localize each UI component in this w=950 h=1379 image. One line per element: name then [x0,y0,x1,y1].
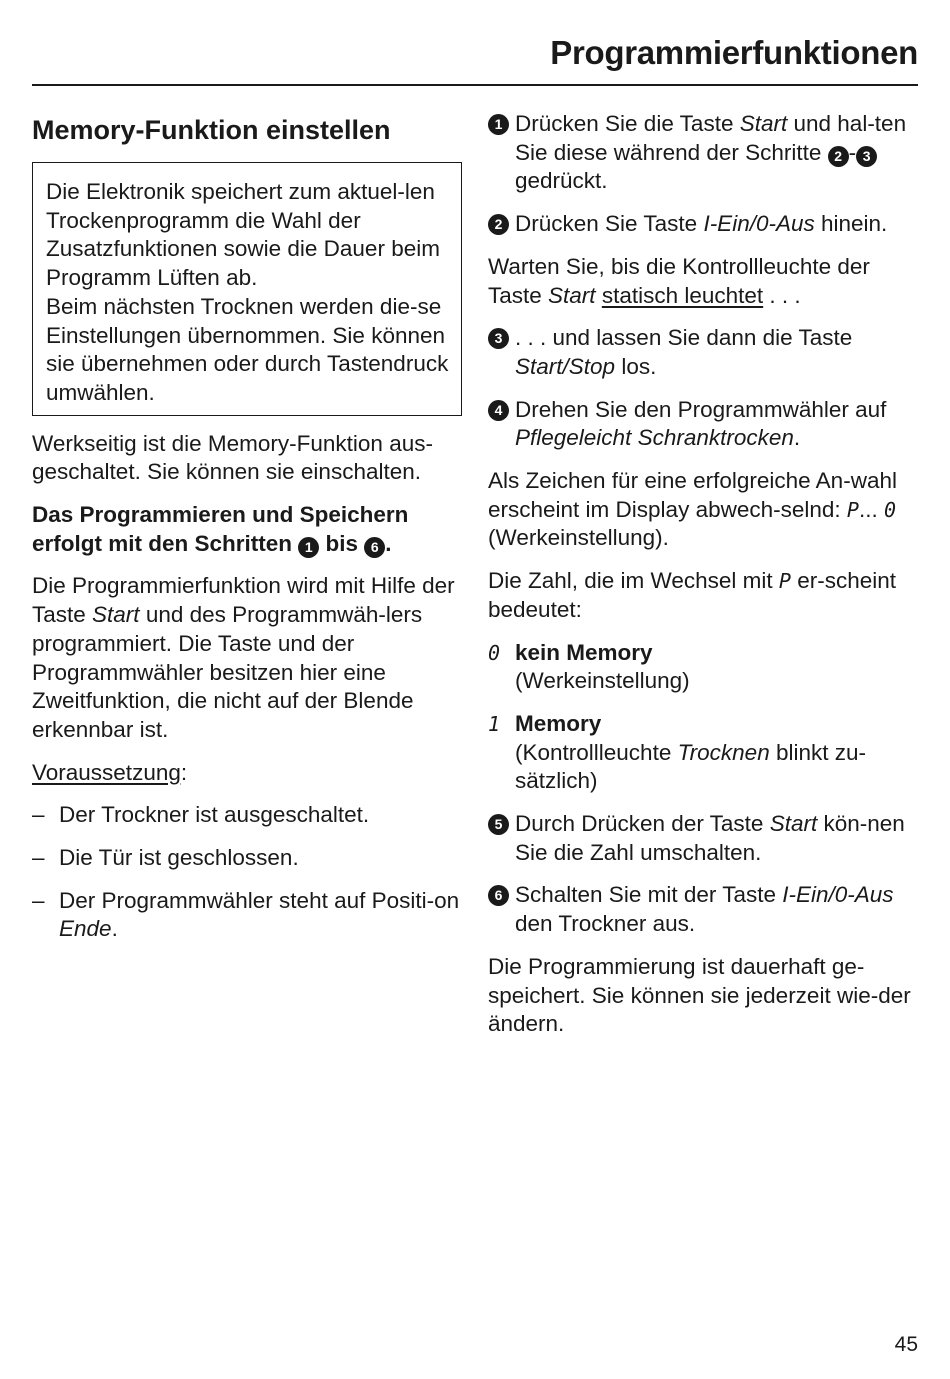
key-name: Start [548,282,596,308]
step-text: . . . und lassen Sie dann die Taste [515,325,853,351]
header-rule [32,84,918,86]
dash-bullet: – [32,887,45,913]
paragraph-text: er-scheint bedeutet: [488,568,897,622]
definition-title: Memory [515,710,602,736]
display-code: 1 [488,711,501,736]
emphasis-text: statisch leuchtet [601,282,764,308]
dash-bullet: – [32,802,45,828]
step-number-icon: 1 [298,537,319,558]
prerequisite-colon: : [180,759,188,785]
info-text-1: Die Elektronik speichert zum aktuel-len Trockenprogramm die Wahl der Zusatzfunktionen sowie die Dauer beim Programm Lüften ab. [46,179,440,291]
programming-paragraph [32,572,462,744]
key-name: Start/Stop [515,353,616,379]
step-text: Drehen Sie den Programmwähler auf [515,396,887,422]
definition-note [515,739,920,796]
number-meaning-paragraph [488,567,920,624]
key-name: Start [769,811,818,837]
prerequisite-item [32,801,462,830]
intro-paragraph: Werkseitig ist die Memory-Funktion aus-geschaltet. Sie können sie einschalten. [32,430,433,485]
prerequisite-label: Voraussetzung [32,759,181,785]
step-text: Drücken Sie die Taste [515,111,740,136]
paragraph-text: ... [858,496,884,522]
step-text: hinein. [814,211,888,237]
display-code: P [846,497,859,522]
display-sign-paragraph [488,467,920,553]
key-name: I-Ein/0-Aus [703,211,815,237]
prerequisite-text: . [111,916,118,942]
position-name: Ende [59,916,112,942]
prerequisite-text: Der Programmwähler steht auf Positi-on [59,887,460,913]
dash-bullet: – [32,845,45,871]
key-name: I-Ein/0-Aus [782,882,894,908]
paragraph-text: Die Zahl, die im Wechsel mit [488,568,779,594]
step-number-icon: 4 [488,400,509,421]
definition-1 [488,710,920,796]
step-3 [488,324,920,381]
indicator-name: Trocknen [677,739,770,765]
page-header-title: Programmierfunktionen [550,34,918,71]
step-text: los. [615,353,657,379]
step-text: . [793,425,801,451]
section-title: Memory-Funktion einstellen [32,115,391,145]
paragraph-text: Warten Sie, bis die Kontrollleuchte der Taste [488,253,870,308]
step-text: Durch Drücken der Taste [515,811,770,837]
prerequisite-text: Die Tür ist geschlossen. [59,845,299,871]
step-number-icon: 3 [856,146,877,167]
step-text: und hal-ten Sie diese während der Schritte [515,111,907,165]
definition-note: (Werkeinstellung) [515,668,690,694]
step-number-icon: 5 [488,814,509,835]
prerequisite-heading [32,759,462,788]
step-6 [488,881,920,938]
step-2 [488,210,920,239]
prerequisite-item [32,844,462,873]
step-number-icon: 2 [488,214,509,235]
display-code: P [778,569,791,594]
step-text: gedrückt. [515,168,608,194]
key-name: Start [92,602,140,628]
step-text: - [848,139,857,165]
prerequisite-item [32,887,462,944]
info-text-2: Beim nächsten Trocknen werden die-se Einstellungen übernommen. Sie können sie übernehmen oder durch Tastendruck umwählen. [46,293,449,405]
paragraph-text: Als Zeichen für eine erfolgreiche An-wahl erscheint im Display abwech-selnd: [488,468,897,522]
step-number-icon: 6 [364,537,385,558]
note-text: (Kontrollleuchte [515,739,678,765]
step-number-icon: 2 [828,146,849,167]
display-code: 0 [883,497,897,522]
step-4 [488,396,920,453]
key-name: Start [739,111,788,136]
left-column [32,110,462,958]
step-number-icon: 3 [488,328,509,349]
program-name: Pflegeleicht Schranktrocken [515,425,794,451]
step-text: den Trockner aus. [515,911,696,937]
paragraph-text: (Werkeinstellung). [488,525,669,551]
right-column [488,110,920,1053]
display-code: 0 [488,640,501,665]
paragraph-text: Die Programmierfunktion wird mit Hilfe der Taste [32,573,455,628]
definition-0 [488,639,920,696]
step-text: Schalten Sie mit der Taste [515,882,783,908]
page-number: 45 [894,1333,918,1356]
step-text: Drücken Sie Taste [515,211,704,237]
info-box [32,162,462,416]
step-5 [488,810,920,867]
steps-summary-text: Das Programmieren und Speichern erfolgt mit den Schritten [32,502,409,556]
final-paragraph: Die Programmierung ist dauerhaft ge-speichert. Sie können sie jederzeit wie-der ändern. [488,953,911,1037]
steps-summary-text: bis [319,530,365,556]
steps-summary-text: . [385,530,392,556]
wait-paragraph [488,253,920,310]
steps-summary [32,501,462,558]
step-number-icon: 6 [488,885,509,906]
step-1 [488,110,920,196]
note-text: blinkt zu-sätzlich) [515,739,867,794]
paragraph-text: und des Programmwäh-lers programmiert. Die Taste und der Programmwähler besitzen hier eine Zweitfunktion, die nicht auf der Blende erkennbar ist. [32,602,423,742]
paragraph-text: . . . [763,282,801,308]
step-text: kön-nen Sie die Zahl umschalten. [515,811,905,865]
definition-title: kein Memory [515,639,653,665]
step-number-icon: 1 [488,114,509,135]
prerequisite-text: Der Trockner ist ausgeschaltet. [59,802,370,828]
